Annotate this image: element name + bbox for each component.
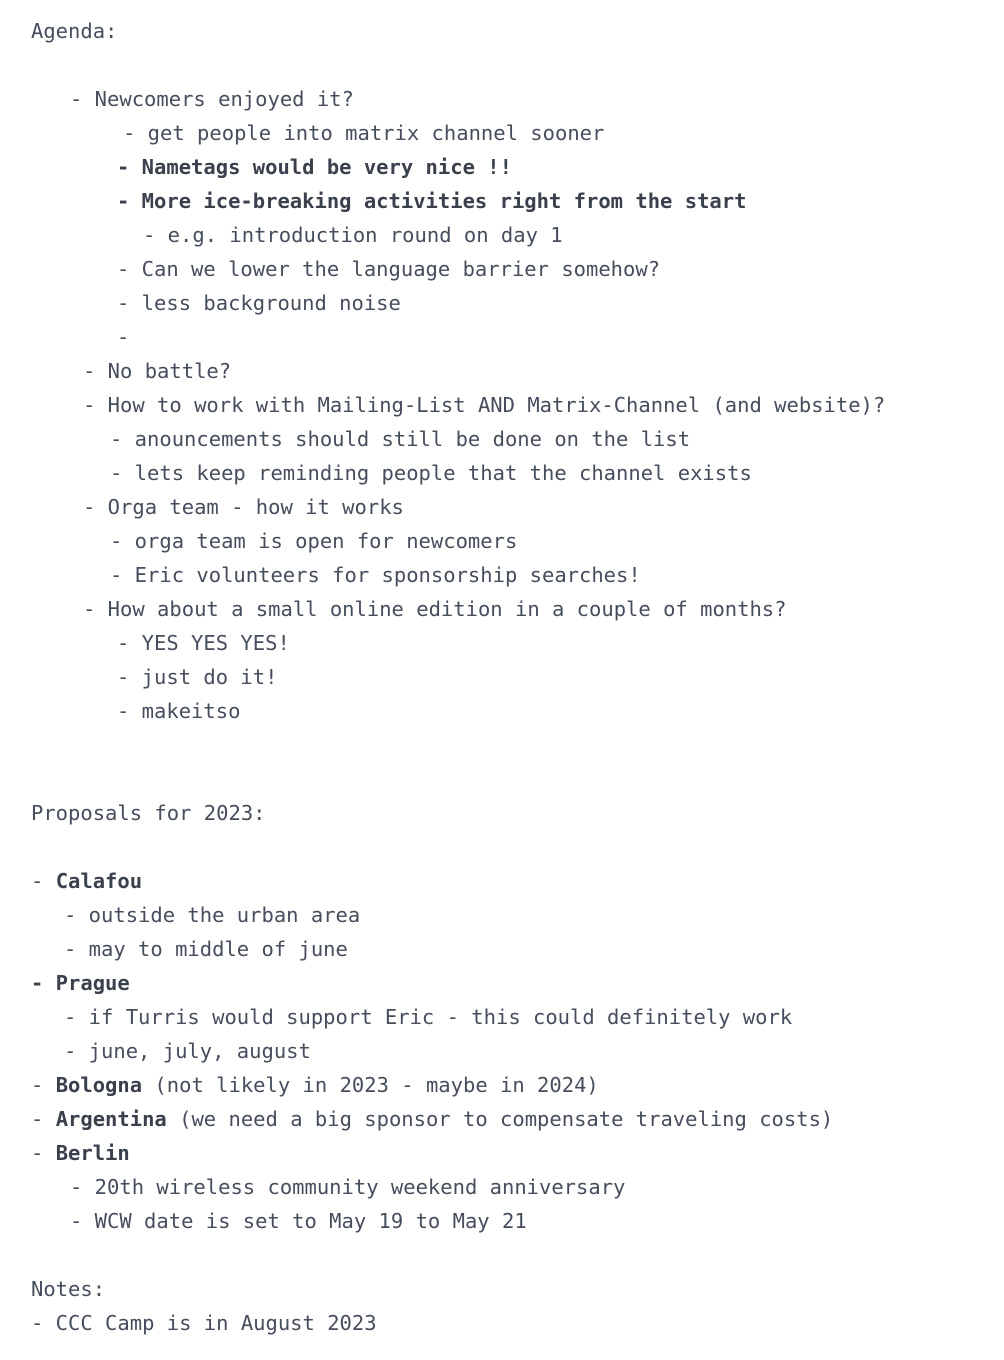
sub-item-just-do-it: - just do it! (117, 665, 278, 689)
agenda-item-no-battle: - No battle? (83, 359, 232, 383)
blank-line (31, 728, 991, 762)
sub-item-matrix-sooner: - get people into matrix channel sooner (123, 121, 605, 145)
sub-item-language-barrier: - Can we lower the language barrier somehow? (117, 257, 661, 281)
sub-item-empty: - (117, 325, 130, 349)
agenda-item-orga-team: - Orga team - how it works (83, 495, 404, 519)
proposal-name-berlin: Berlin (55, 1141, 130, 1165)
blank-line (31, 762, 991, 796)
sub-item-outside-urban: - outside the urban area (64, 903, 361, 927)
note-ccc-camp: - CCC Camp is in August 2023 (31, 1311, 377, 1335)
sub-item-turris: - if Turris would support Eric - this could definitely work (64, 1005, 793, 1029)
sub-item-intro-round: - e.g. introduction round on day 1 (143, 223, 563, 247)
proposal-name-argentina: Argentina (55, 1107, 167, 1131)
agenda-item-newcomers: - Newcomers enjoyed it? (70, 87, 354, 111)
proposal-bologna: - Bologna (not likely in 2023 - maybe in 2024) (31, 1073, 599, 1097)
sub-item-summer: - june, july, august (64, 1039, 311, 1063)
proposal-calafou: - Calafou (31, 869, 143, 893)
sub-item-reminding: - lets keep reminding people that the channel exists (110, 461, 752, 485)
sub-item-background-noise: - less background noise (117, 291, 401, 315)
sub-item-orga-open: - orga team is open for newcomers (110, 529, 518, 553)
agenda-item-online-edition: - How about a small online edition in a couple of months? (83, 597, 787, 621)
blank-line (31, 48, 991, 82)
agenda-item-mailing-list: - How to work with Mailing-List AND Matrix-Channel (and website)? (83, 393, 886, 417)
sub-item-announcements: - anouncements should still be done on the list (110, 427, 691, 451)
proposal-name-calafou: Calafou (55, 869, 143, 893)
proposal-prague: - Prague (31, 971, 130, 995)
sub-item-eric-sponsorship: - Eric volunteers for sponsorship searches! (110, 563, 641, 587)
blank-line (31, 830, 991, 864)
document-text (31, 14, 991, 1340)
proposal-name-bologna: Bologna (55, 1073, 143, 1097)
proposals-heading: Proposals for 2023: (31, 801, 266, 825)
sub-item-makeitso: - makeitso (117, 699, 241, 723)
sub-item-may-june: - may to middle of june (64, 937, 348, 961)
notes-heading: Notes: (31, 1277, 106, 1301)
sub-item-anniversary: - 20th wireless community weekend anniversary (70, 1175, 626, 1199)
proposal-berlin: - Berlin (31, 1141, 130, 1165)
sub-item-wcw-date: - WCW date is set to May 19 to May 21 (70, 1209, 527, 1233)
sub-item-icebreaking: - More ice-breaking activities right from the start (117, 189, 747, 213)
sub-item-yes: - YES YES YES! (117, 631, 290, 655)
agenda-heading: Agenda: (31, 19, 118, 43)
proposal-argentina: - Argentina (we need a big sponsor to compensate traveling costs) (31, 1107, 834, 1131)
sub-item-nametags: - Nametags would be very nice !! (117, 155, 512, 179)
blank-line (31, 1238, 991, 1272)
